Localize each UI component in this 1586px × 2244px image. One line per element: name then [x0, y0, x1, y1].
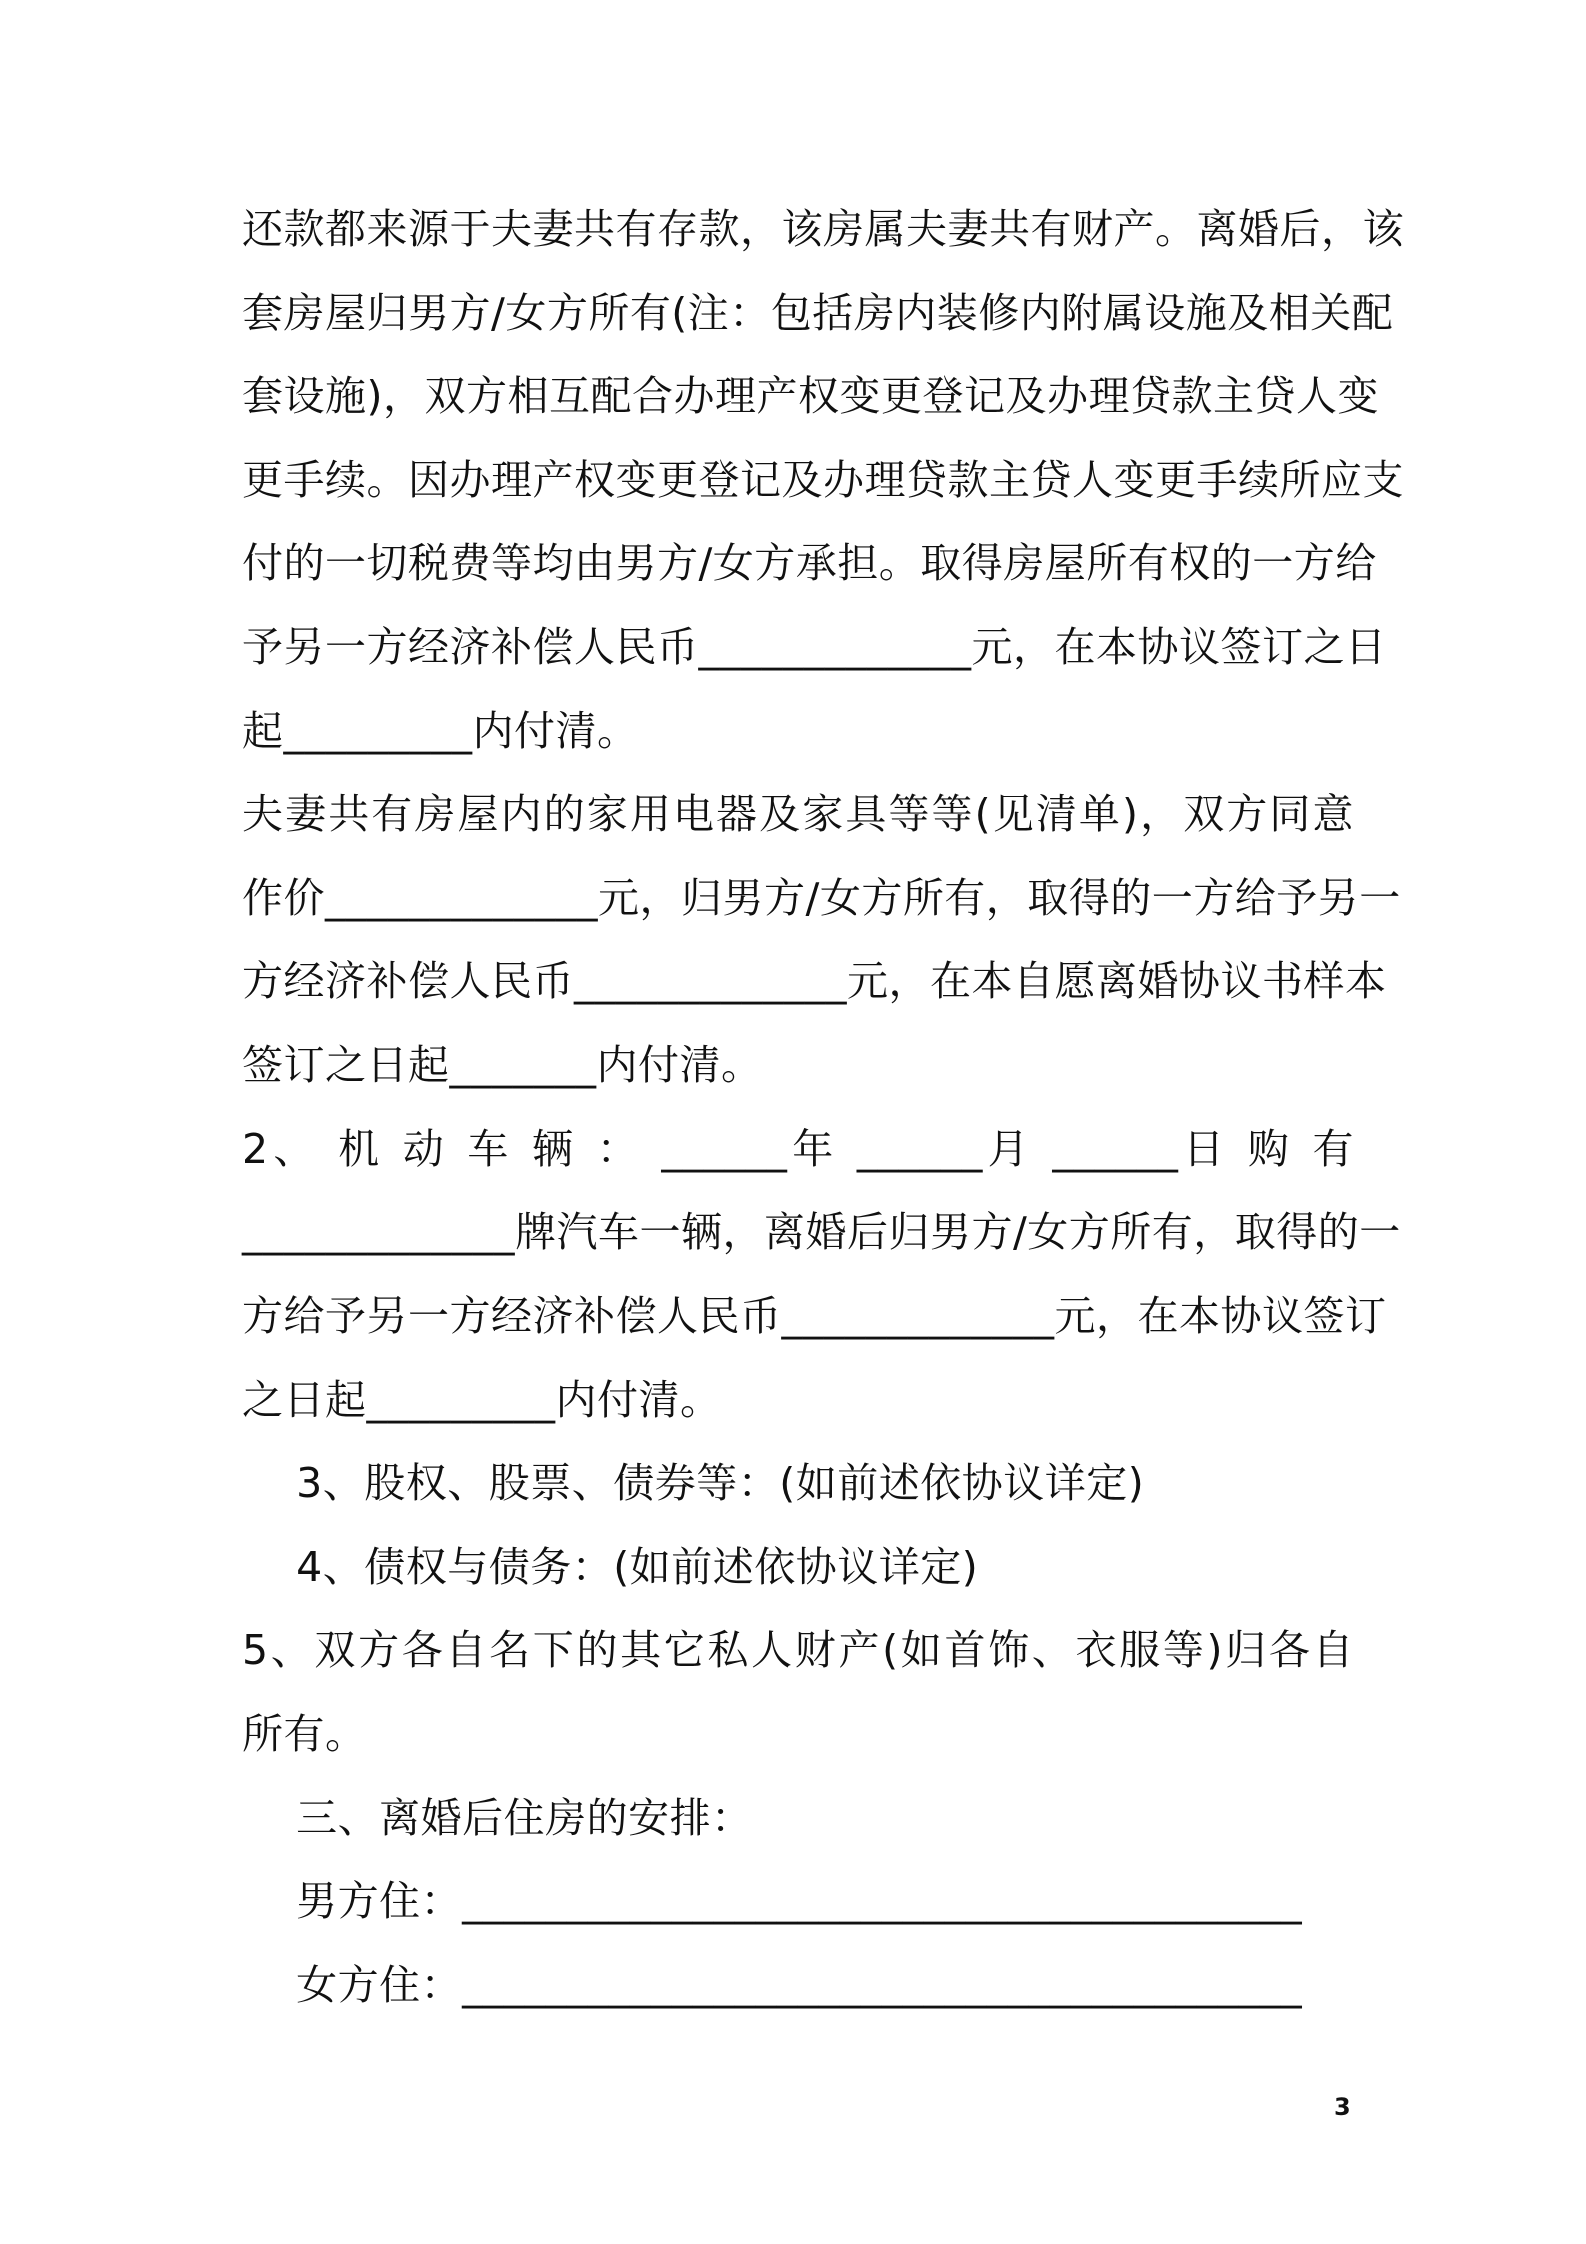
text-line: 3、股权、股票、债券等：(如前述依协议详定) — [242, 1459, 1145, 1507]
text-line: 方给予另一方经济补偿人民币_____________元，在本协议签订 — [242, 1292, 1387, 1340]
text-line: 之日起_________内付清。 — [242, 1376, 722, 1424]
text-line: 夫妻共有房屋内的家用电器及家具等等(见清单)，双方同意 — [242, 790, 1354, 838]
text-line: 更手续。因办理产权变更登记及办理贷款主贷人变更手续所应支 — [242, 456, 1404, 504]
text-line: 签订之日起_______内付清。 — [242, 1041, 763, 1089]
text-line: 作价_____________元，归男方/女方所有，取得的一方给予另一 — [242, 874, 1401, 922]
text-line: 2、 机 动 车 辆 ： ______年 ______月 ______日 购 有 — [242, 1125, 1354, 1173]
text-line: 方经济补偿人民币_____________元，在本自愿离婚协议书样本 — [242, 957, 1387, 1005]
text-line: 予另一方经济补偿人民币_____________元，在本协议签订之日 — [242, 623, 1387, 671]
section-heading: 三、离婚后住房的安排： — [242, 1794, 753, 1842]
text-line: 男方住：________________________________________ — [242, 1877, 1303, 1925]
text-line: 所有。 — [242, 1710, 367, 1758]
page-number: 3 — [1334, 2093, 1351, 2121]
text-line: 还款都来源于夫妻共有存款，该房属夫妻共有财产。离婚后，该 — [242, 205, 1404, 253]
text-line: 套设施)，双方相互配合办理产权变更登记及办理贷款主贷人变 — [242, 372, 1379, 420]
text-line: 4、债权与债务：(如前述依协议详定) — [242, 1543, 979, 1591]
text-line: 女方住：________________________________________ — [242, 1961, 1303, 2009]
text-line: 起_________内付清。 — [242, 707, 639, 755]
text-line: _____________牌汽车一辆，离婚后归男方/女方所有，取得的一 — [242, 1208, 1401, 1256]
text-line: 付的一切税费等均由男方/女方承担。取得房屋所有权的一方给 — [242, 539, 1377, 587]
text-line: 套房屋归男方/女方所有(注：包括房内装修内附属设施及相关配 — [242, 289, 1394, 337]
text-line: 5、双方各自名下的其它私人财产(如首饰、衣服等)归各自 — [242, 1626, 1354, 1674]
